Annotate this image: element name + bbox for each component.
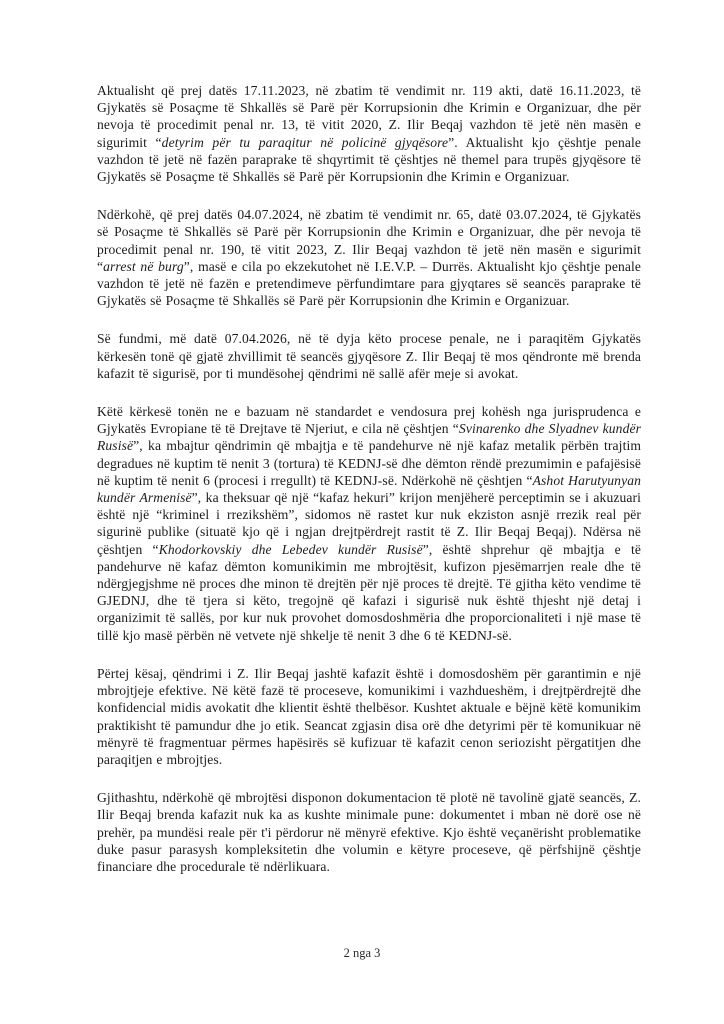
text-run: Së fundmi, më datë 07.04.2026, në të dyja këto procese penale, ne i paraqitëm Gjykatës kërkesën tonë që gjatë zhvillimit të seancës gjyqësore Z. Ilir Beqaj të mos qëndronte më brenda kafazit të sigurisë, por ti mundësohej qëndrimi në sallë afër meje si avokat. bbox=[97, 331, 641, 381]
text-run: ”. Aktualisht kjo çështje penale vazhdon të jetë në fazën paraprake të shqyrtimit të çështjes në themel para trupës gjyqësore të Gjykatës së Posaçme të Shkallës së Parë për Korrupsionin dhe Krimin e Organizuar. bbox=[97, 134, 642, 185]
text-run: Gjithashtu, ndërkohë që mbrojtësi disponon dokumentacion të plotë në tavolinë gjatë seancës, Z. Ilir Beqaj brenda kafazit nuk ka as kushte minimale pune: dokumentet i mban në dorë ose në prehër, pa mundësi reale për t'i përdorur në mënyrë efektive. Kjo është veçanërisht problematike duke pasur parasysh kompleksitetin dhe volumin e këtyre proceseve, që përfshijnë çështje financiare dhe procedurale të ndërlikuara. bbox=[97, 790, 641, 874]
italic-text-run: detyrim për tu paraqitur në policinë gjyqësore bbox=[161, 134, 449, 150]
paragraph-6 bbox=[97, 789, 641, 875]
paragraph-2 bbox=[97, 206, 641, 309]
paragraph-3 bbox=[97, 330, 641, 382]
italic-text-run: Ashot Harutyunyan kundër Armenisë bbox=[97, 472, 642, 506]
paragraph-1 bbox=[97, 82, 641, 185]
page-number: 2 nga 3 bbox=[343, 946, 381, 960]
italic-text-run: Khodorkovskiy dhe Lebedev kundër Rusisë bbox=[158, 541, 423, 557]
italic-text-run: Svinarenko dhe Slyadnev kundër Rusisë bbox=[97, 421, 641, 454]
text-run: ”, masë e cila po ekzekutohet në I.E.V.P. – Durrës. Aktualisht kjo çështje penale vazhdon të jetë në fazën e pretendimeve përfundimtare para gjyqtares së seancës paraprake të Gjykatës së Posaçme të Shkallës së Parë për Korrupsionin dhe Krimin e Organizuar. bbox=[97, 258, 641, 309]
text-run: Këtë kërkesë tonën ne e bazuam në standardet e vendosura prej kohësh nga jurisprudenca e Gjykatës Evropiane të të Drejtave të Njeriut, e cila në çështjen “ bbox=[97, 404, 641, 437]
text-run: ”, është shprehur që mbajtja e të pandehurve në kafaz dëmton komunikimin me mbrojtësit, kufizon pjesëmarrjen reale dhe të ndërgjegjshme në proces dhe minon të drejtën për një proces të drejtë. Të gjitha këto vendime të GJEDNJ, dhe të tjera si këto, tregojnë që kafazi i sigurisë nuk është thjesht një detaj i organizimit të sallës, por kur nuk provohet domosdoshmëria dhe proporcionaliteti i një mase të tillë kjo masë përbën në vetvete një shkelje të nenit 3 dhe 6 të KEDNJ-së. bbox=[97, 541, 641, 643]
document-body bbox=[97, 82, 641, 896]
text-run: Përtej kësaj, qëndrimi i Z. Ilir Beqaj jashtë kafazit është i domosdoshëm për garantimin e një mbrojtjeje efektive. Në këtë fazë të proceseve, komunikimi i vazhdueshëm, i drejtpërdrejtë dhe konfidencial midis avokatit dhe klientit është thelbësor. Kushtet aktuale e bëjnë këtë komunikim praktikisht të pamundur dhe jo etik. Seancat zgjasin disa orë dhe detyrimi për të komunikuar në mënyrë të fragmentuar përmes hapësirës së kufizuar të kafazit cenon seriozisht përgatitjen dhe paraqitjen e mbrojtjes. bbox=[97, 665, 641, 767]
text-run: ”, ka mbajtur qëndrimin që mbajtja e të pandehurve në një kafaz metalik përbën trajtim degradues në kuptim të nenit 3 (tortura) të KEDNJ-së dhe dëmton rëndë prezumimin e pafajësisë në kuptim të nenit 6 (procesi i rregullt) të KEDNJ-së. Ndërkohë në çështjen “ bbox=[97, 438, 642, 488]
paragraph-5 bbox=[97, 665, 641, 768]
text-run: Ndërkohë, që prej datës 04.07.2024, në zbatim të vendimit nr. 65, datë 03.07.2024, të Gjykatës së Posaçme të Shkallës së Parë për Korrupsionin dhe Krimin e Organizuar, dhe për nevoja të procedimit penal nr. 190, të vitit 2023, Z. Ilir Beqaj vazhdon të jetë nën masën e sigurimit “ bbox=[97, 207, 641, 274]
text-run: ”, ka theksuar që një “kafaz hekuri” krijon menjëherë perceptimin se i akuzuari është një “kriminel i rrezikshëm”, sidomos në rastet kur nuk ekziston asnjë rrezik real për sigurinë publike (situatë kjo që i ngjan drejtpërdrejt rastit të Z. Ilir Beqaj Beqaj). Ndërsa në çështjen “ bbox=[97, 490, 642, 557]
paragraph-4 bbox=[97, 403, 641, 644]
italic-text-run: arrest në burg bbox=[103, 258, 184, 274]
text-run: Aktualisht që prej datës 17.11.2023, në zbatim të vendimit nr. 119 akti, datë 16.11.2023, të Gjykatës së Posaçme të Shkallës së Parë për Korrupsionin dhe Krimin e Organizuar, dhe për nevoja të procedimit penal nr. 13, të vitit 2020, Z. Ilir Beqaj vazhdon të jetë nën masën e sigurimit “ bbox=[97, 83, 641, 150]
